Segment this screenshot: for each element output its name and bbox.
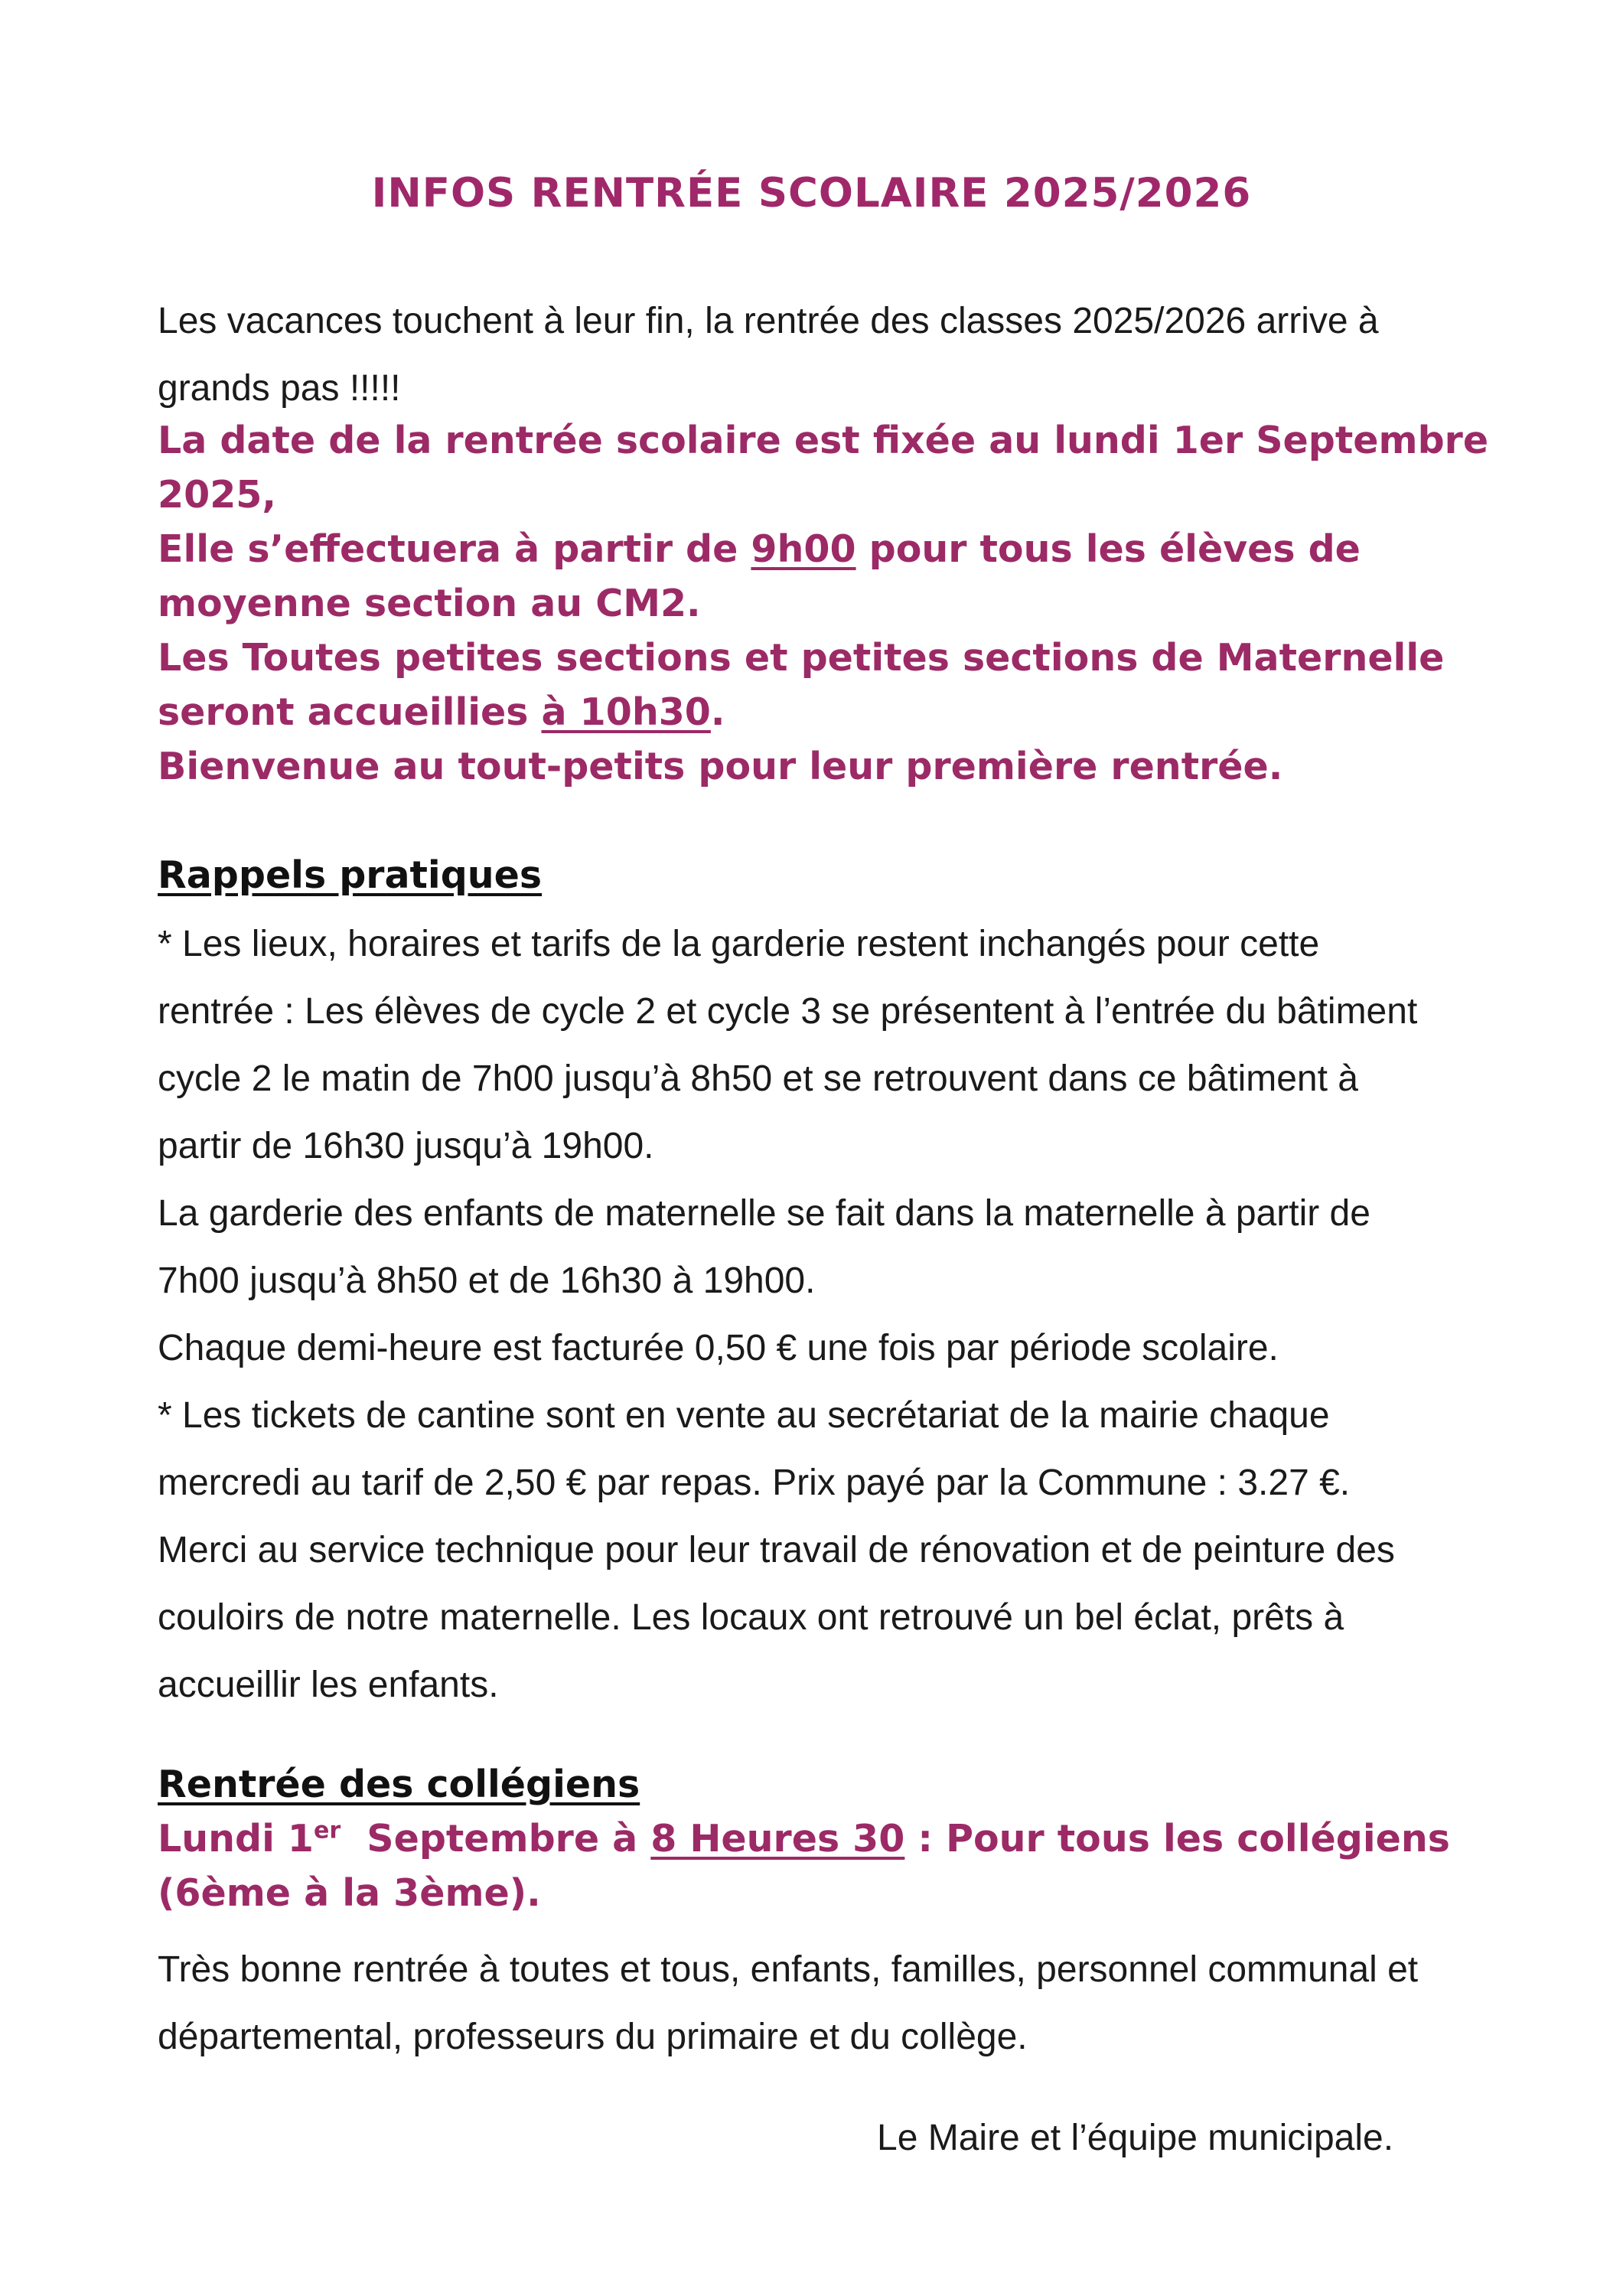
college-date-line: Lundi 1er Septembre à 8 Heures 30 : Pour tous les collégiens [158, 1817, 1450, 1861]
intro-line: grands pas !!!!! [158, 368, 401, 409]
signature: Le Maire et l’équipe municipale. [877, 2118, 1394, 2158]
rappels-line: La garderie des enfants de maternelle se fait dans la maternelle à partir de [158, 1193, 1370, 1234]
highlight-line: Elle s’effectuera à partir de 9h00 pour tous les élèves de [158, 527, 1361, 571]
rappels-heading: Rappels pratiques [158, 853, 543, 897]
rappels-section [158, 848, 1504, 902]
college-heading: Rentrée des collégiens [158, 1763, 640, 1806]
closing-line: départemental, professeurs du primaire et du collège. [158, 2017, 1028, 2057]
highlight-line: La date de la rentrée scolaire est fixée au lundi 1er Septembre [158, 419, 1489, 462]
rappels-line: couloirs de notre maternelle. Les locaux ont retrouvé un bel éclat, prêts à [158, 1597, 1344, 1638]
highlight-line: moyenne section au CM2. [158, 582, 701, 625]
rappels-line: rentrée : Les élèves de cycle 2 et cycle 3 se présentent à l’entrée du bâtiment [158, 991, 1418, 1032]
highlight-line: Les Toutes petites sections et petites sections de Maternelle [158, 636, 1445, 680]
rappels-line: 7h00 jusqu’à 8h50 et de 16h30 à 19h00. [158, 1261, 816, 1301]
rappels-line: cycle 2 le matin de 7h00 jusqu’à 8h50 et se retrouvent dans ce bâtiment à [158, 1058, 1358, 1099]
intro-paragraph [158, 288, 1504, 422]
maternelle-time: à 10h30 [541, 690, 711, 734]
start-time: 9h00 [751, 527, 856, 571]
intro-line: Les vacances touchent à leur fin, la rentrée des classes 2025/2026 arrive à [158, 301, 1379, 341]
rappels-line: partir de 16h30 jusqu’à 19h00. [158, 1126, 654, 1166]
rappels-line: * Les tickets de cantine sont en vente au secrétariat de la mairie chaque [158, 1395, 1330, 1436]
rappels-line: Chaque demi-heure est facturée 0,50 € une fois par période scolaire. [158, 1328, 1279, 1368]
highlight-line: 2025, [158, 473, 276, 517]
college-line: (6ème à la 3ème). [158, 1871, 541, 1915]
rappels-line: * Les lieux, horaires et tarifs de la garderie restent inchangés pour cette [158, 924, 1320, 964]
rappels-line: Merci au service technique pour leur travail de rénovation et de peinture des [158, 1530, 1395, 1570]
rentree-highlight [158, 413, 1504, 794]
page-title: INFOS RENTRÉE SCOLAIRE 2025/2026 [371, 170, 1252, 217]
highlight-line: seront accueillies à 10h30. [158, 690, 725, 734]
closing-line: Très bonne rentrée à toutes et tous, enfants, familles, personnel communal et [158, 1949, 1419, 1990]
rappels-line: mercredi au tarif de 2,50 € par repas. Prix payé par la Commune : 3.27 €. [158, 1463, 1351, 1503]
rappels-line: accueillir les enfants. [158, 1665, 499, 1705]
highlight-line: Bienvenue au tout-petits pour leur première rentrée. [158, 745, 1283, 788]
college-time: 8 Heures 30 [650, 1817, 905, 1861]
closing-paragraph [158, 1936, 1504, 2071]
rappels-body [158, 911, 1504, 1719]
college-section [158, 1757, 1504, 1920]
